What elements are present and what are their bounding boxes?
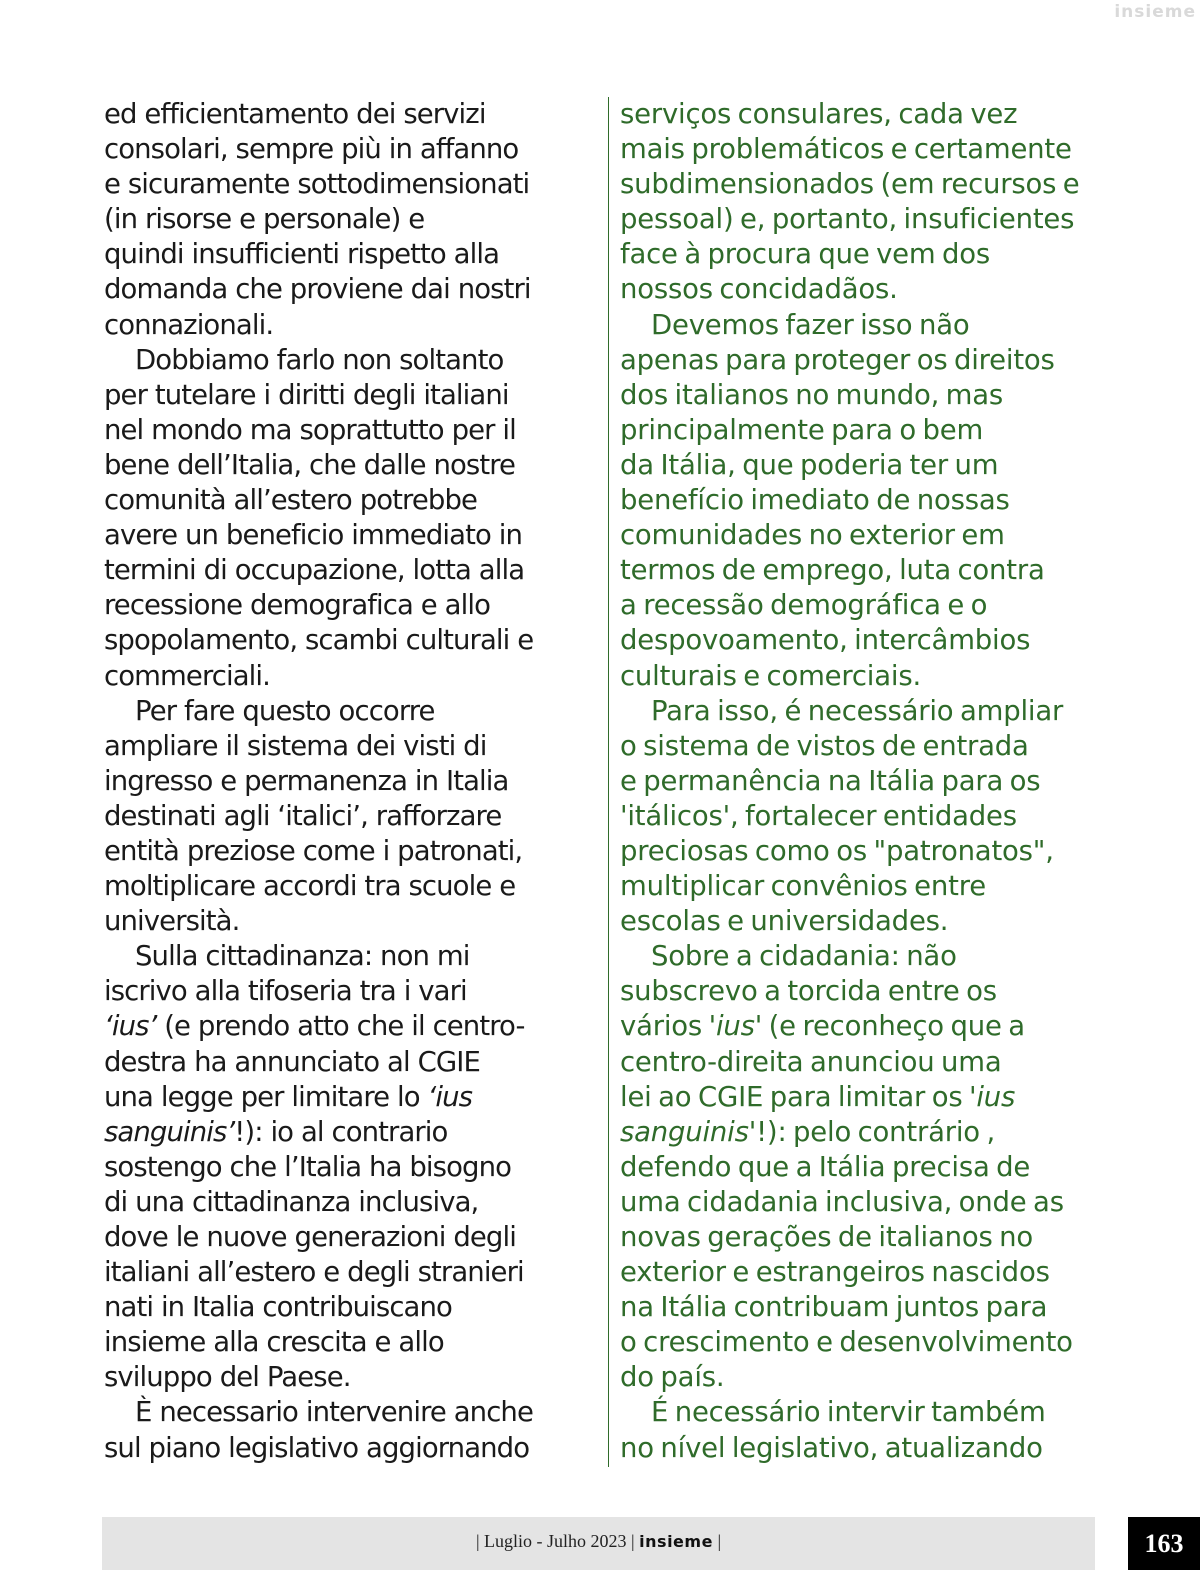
text-line: no nível legislativo, atualizando — [620, 1431, 1043, 1464]
text-line: principalmente para o bem — [620, 413, 984, 446]
text-line: connazionali. — [104, 308, 274, 341]
text-line: dos italianos no mundo, mas — [620, 378, 1004, 411]
text-line: nati in Italia contribuiscano — [104, 1291, 452, 1324]
text-line: mais problemáticos e certamente — [620, 133, 1072, 166]
text-line: una legge per limitare lo ‘ius — [104, 1080, 473, 1113]
text-line: iscrivo alla tifoseria tra i vari — [104, 975, 467, 1008]
text-line: defendo que a Itália precisa de — [620, 1150, 1031, 1183]
text-line: ‘ius’ (e prendo atto che il centro- — [104, 1010, 525, 1043]
paragraph-start-line: Sobre a cidadania: não — [651, 940, 957, 973]
text-line: ampliare il sistema dei visti di — [104, 729, 487, 762]
text-line: spopolamento, scambi culturali e — [104, 624, 534, 657]
paragraph-start-line: Para isso, é necessário ampliar — [651, 694, 1064, 727]
text-line: despovoamento, intercâmbios — [620, 624, 1031, 657]
text-line: vários 'ius' (e reconheço que a — [620, 1010, 1025, 1043]
column-divider — [608, 97, 609, 1467]
text-line: centro-direita anunciou uma — [620, 1045, 1002, 1078]
text-line: subscrevo a torcida entre os — [620, 975, 997, 1008]
text-line: sanguinis’!): io al contrario — [104, 1115, 448, 1148]
text-line: uma cidadania inclusiva, onde as — [620, 1185, 1064, 1218]
text-line: a recessão demográfica e o — [620, 589, 988, 622]
text-line: culturais e comerciais. — [620, 659, 922, 692]
text-line: recessione demografica e allo — [104, 589, 491, 622]
text-line: o crescimento e desenvolvimento — [620, 1326, 1073, 1359]
text-line: e sicuramente sottodimensionati — [104, 168, 530, 201]
text-line: serviços consulares, cada vez — [620, 98, 1018, 130]
italian-column — [104, 97, 584, 1466]
text-line: escolas e universidades. — [620, 905, 949, 938]
footer-brand: insieme — [639, 1532, 713, 1551]
text-line: 'itálicos', fortalecer entidades — [620, 799, 1017, 832]
text-line: multiplicar convênios entre — [620, 870, 986, 903]
text-line: bene dell’Italia, che dalle nostre — [104, 448, 516, 481]
text-line: novas gerações de italianos no — [620, 1221, 1034, 1253]
text-line: ingresso e permanenza in Italia — [104, 764, 509, 797]
text-line: domanda che proviene dai nostri — [104, 273, 531, 306]
text-line: italiani all’estero e degli stranieri — [104, 1256, 524, 1289]
text-line: face à procura que vem dos — [620, 238, 991, 271]
text-line: sviluppo del Paese. — [104, 1361, 351, 1394]
text-line: benefício imediato de nossas — [620, 484, 1010, 517]
text-line: apenas para proteger os direitos — [620, 343, 1055, 376]
text-line: do país. — [620, 1361, 725, 1394]
text-line: destra ha annunciato al CGIE — [104, 1045, 480, 1078]
paragraph-start-line: È necessario intervenire anche — [135, 1396, 533, 1429]
text-line: exterior e estrangeiros nascidos — [620, 1256, 1050, 1289]
text-line: preciosas como os "patronatos", — [620, 834, 1054, 867]
paragraph-start-line: Per fare questo occorre — [135, 694, 435, 727]
page-number-box — [1128, 1517, 1200, 1570]
footer-date: | Luglio - Julho 2023 | — [475, 1531, 635, 1551]
paragraph-start-line: É necessário intervir também — [651, 1396, 1046, 1429]
text-line: sostengo che l’Italia ha bisogno — [104, 1150, 512, 1183]
text-line: lei ao CGIE para limitar os 'ius — [620, 1080, 1016, 1113]
header-brand: insieme — [1114, 2, 1196, 22]
text-line: subdimensionados (em recursos e — [620, 168, 1080, 201]
text-line: quindi insufficienti rispetto alla — [104, 238, 500, 271]
text-line: e permanência na Itália para os — [620, 764, 1041, 797]
text-line: nel mondo ma soprattutto per il — [104, 413, 516, 446]
paragraph-start-line: Devemos fazer isso não — [651, 308, 970, 341]
text-line: moltiplicare accordi tra scuole e — [104, 870, 516, 903]
text-line: termos de emprego, luta contra — [620, 554, 1045, 587]
text-line: consolari, sempre più in affanno — [104, 133, 519, 166]
text-line: commerciali. — [104, 659, 270, 692]
footer-caption — [102, 1531, 1095, 1552]
text-line: di una cittadinanza inclusiva, — [104, 1185, 479, 1218]
footer-separator: | — [717, 1531, 722, 1551]
text-line: dove le nuove generazioni degli — [104, 1221, 516, 1253]
text-line: destinati agli ‘italici’, rafforzare — [104, 799, 502, 832]
text-line: avere un beneficio immediato in — [104, 519, 522, 552]
text-line: na Itália contribuam juntos para — [620, 1291, 1048, 1324]
text-line: sul piano legislativo aggiornando — [104, 1431, 530, 1464]
paragraph-start-line: Dobbiamo farlo non soltanto — [135, 343, 504, 376]
text-line: comunità all’estero potrebbe — [104, 484, 478, 517]
text-line: pessoal) e, portanto, insuficientes — [620, 203, 1075, 236]
text-line: ed efficientamento dei servizi — [104, 98, 486, 130]
text-line: sanguinis'!): pelo contrário , — [620, 1115, 996, 1148]
paragraph-start-line: Sulla cittadinanza: non mi — [135, 940, 470, 973]
text-line: insieme alla crescita e allo — [104, 1326, 444, 1359]
text-line: termini di occupazione, lotta alla — [104, 554, 525, 587]
text-line: da Itália, que poderia ter um — [620, 448, 999, 481]
page-number: 163 — [1144, 1529, 1184, 1558]
portuguese-column — [620, 97, 1096, 1466]
footer-bar — [102, 1517, 1095, 1570]
text-line: nossos concidadãos. — [620, 273, 898, 306]
text-line: o sistema de vistos de entrada — [620, 729, 1029, 762]
text-line: entità preziose come i patronati, — [104, 834, 523, 867]
text-line: università. — [104, 905, 240, 938]
text-line: (in risorse e personale) e — [104, 203, 425, 236]
text-line: per tutelare i diritti degli italiani — [104, 378, 509, 411]
text-line: comunidades no exterior em — [620, 519, 1005, 552]
